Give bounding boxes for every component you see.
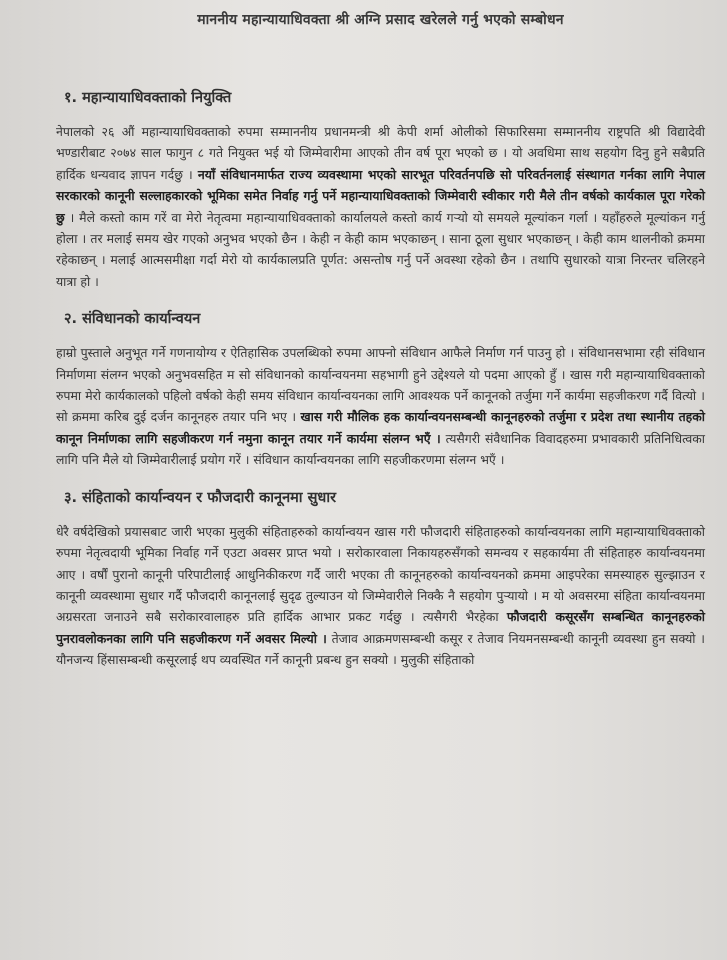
paragraph-text: धेरै वर्षदेखिको प्रयासबाट जारी भएका मुलुकी संहिताहरुको कार्यान्वयन खास गरी फौजदारी संहिताहरुको कार्यान्वयनका लागि महान्यायाधिवक्ताको रुपमा नेतृत्वदायी भूमिका निर्वाह गर्ने एउटा अवसर प्राप्त भयो । सरोकारवाला निकायहरुसँगको समन्वय र सहकार्यमा ती संहिताहरु कार्यान्वयनमा आए । वर्षौं पुरानो कानूनी परिपाटीलाई आधुनिकीकरण गर्दै जारी भएका ती कानूनहरुको कार्यान्वयनको क्रममा आइपरेका समस्याहरु सुल्झाउन र कानूनी व्यवस्थामा सुधार गर्दै फौजदारी कानूनलाई सुदृढ तुल्याउन यो जिम्मेवारीले निक्कै नै सहयोग पुर्‍यायो । म यो अवसरमा संहिता कार्यान्वयनमा अग्रसरता जनाउने सबै सरोकारवालाहरु प्रति हार्दिक आभार प्रकट गर्दछु । त्यसैगरी भैरहेका: [56, 523, 705, 625]
paragraph-text: हाम्रो पुस्ताले अनुभूत गर्ने गणनायोग्य र ऐतिहासिक उपलब्धिको रुपमा आफ्नो संविधान आफैले निर्माण गर्न पाउनु हो । संविधानसभामा रही संविधान निर्माणमा संलग्न भएको अनुभवसहित म सो संविधानको कार्यान्वयनमा सहभागी हुने उद्देश्यले यो पदमा आएको हुँ । खास गरी महान्यायाधिवक्ताको रुपमा मेरो कार्यकालको पहिलो वर्षको केही समय संविधान कार्यान्वयनका लागि आवश्यक पर्ने कानूनको तर्जुमा गर्ने कार्यमा सहजीकरण गर्दै वित्यो । सो क्रममा करिब दुई दर्जन कानूनहरु तयार पनि भए ।: [56, 345, 705, 425]
paragraph-constitution: [56, 342, 705, 470]
paragraph-bold-text: फौजदारी कसूरसँग सम्बन्धित कानूनहरुको पुनरावलोकनका लागि पनि सहजीकरण गर्ने अवसर मिल्यो ।: [56, 609, 705, 646]
paragraph-text: नेपालको २६ औं महान्यायाधिवक्ताको रुपमा सम्माननीय प्रधानमन्त्री श्री केपी शर्मा ओलीको सिफारिसमा सम्माननीय राष्ट्रपति श्री विद्यादेवी भण्डारीबाट २०७४ साल फागुन ८ गते नियुक्त भई यो जिम्मेवारीमा आएको तीन वर्ष पूरा भएको छ । यो अवधिमा साथ सहयोग दिनु हुने सबैप्रति हार्दिक धन्यवाद ज्ञापन गर्दछु ।: [56, 124, 705, 182]
paragraph-bold-text: नयाँ संविधानमार्फत राज्य व्यवस्थामा भएको सारभूत परिवर्तनपछि सो परिवर्तनलाई संस्थागत गर्नका लागि नेपाल सरकारको कानूनी सल्लाहकारको भूमिका समेत निर्वाह गर्नु पर्ने महान्यायाधिवक्ताको जिम्मेवारी स्वीकार गरी मैले तीन वर्षको कार्यकाल पूरा गरेको छु: [56, 166, 705, 225]
paragraph-text: । मैले कस्तो काम गरें वा मेरो नेतृत्वमा महान्यायाधिवक्ताको कार्यालयले कस्तो कार्य गर्‍यो यो समयले मूल्यांकन गर्ला । यहाँहरुले मूल्यांकन गर्नु होला । तर मलाई समय खेर गएको अनुभव भएको छैन । केही न केही काम भएकाछन् । साना ठूला सुधार भएकाछन् । केही काम थालनीको क्रममा रहेकाछन् । मलाई आत्मसमीक्षा गर्दा मेरो यो कार्यकालप्रति पूर्णत: असन्तोष गर्नु पर्ने अवस्था रहेको छैन । तथापि सुधारको यात्रा निरन्तर चलिरहने यात्रा हो ।: [56, 209, 705, 289]
paragraph-text: त्यसैगरी संवैधानिक विवादहरुमा प्रभावकारी प्रतिनिधित्वका लागि पनि मैले यो जिम्मेवारीलाई प्रयोग गरें । संविधान कार्यान्वयनका लागि सहजीकरणमा संलग्न भएँ ।: [56, 430, 705, 468]
paragraph-bold-text: खास गरी मौलिक हक कार्यान्वयनसम्बन्धी कानूनहरुको तर्जुमा र प्रदेश तथा स्थानीय तहको कानून निर्माणका लागि सहजीकरण गर्न नमुना कानून तयार गर्ने कार्यमा संलग्न भएँ ।: [56, 409, 705, 446]
section-heading-criminal-code: ३. संहिताको कार्यान्वयन र फौजदारी कानूनमा सुधार: [64, 489, 337, 506]
section-heading-constitution: २. संविधानको कार्यान्वयन: [64, 311, 201, 328]
paragraph-text: तेजाव आक्रमणसम्बन्धी कसूर र तेजाव नियमनसम्बन्धी कानूनी व्यवस्था हुन सक्यो । यौनजन्य हिंसासम्बन्धी कसूरलाई थप व्यवस्थित गर्ने कानूनी प्रबन्ध हुन सक्यो । मुलुकी संहिताको: [56, 630, 705, 668]
section-heading-appointment: १. महान्यायाधिवक्ताको नियुक्ति: [64, 90, 232, 106]
running-title: माननीय महान्यायाधिवक्ता श्री अग्नि प्रसाद खरेलले गर्नु भएको सम्बोधन: [197, 12, 564, 28]
paragraph-criminal-code: [56, 521, 705, 671]
paragraph-appointment: [56, 121, 705, 292]
